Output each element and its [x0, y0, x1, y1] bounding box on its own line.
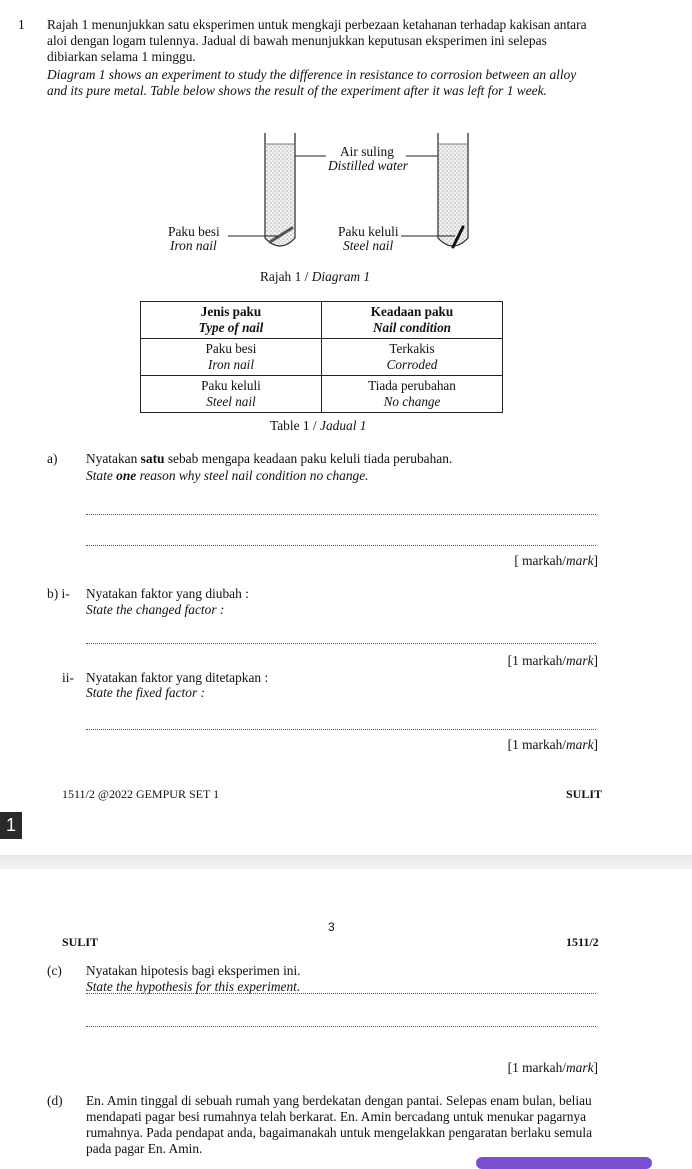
question-number: 1	[18, 17, 25, 32]
question-b2-marks: [1 markah/mark]	[507, 737, 598, 752]
answer-line[interactable]	[86, 729, 596, 730]
table-row	[141, 339, 503, 376]
results-table	[140, 301, 503, 413]
label-steel-nail-en: Steel nail	[343, 238, 394, 253]
question-b2-english: State the fixed factor :	[86, 685, 205, 700]
table-row	[141, 376, 503, 413]
question-a-label: a)	[47, 451, 58, 466]
table-header-cell: Keadaan paku Nail condition	[322, 302, 503, 339]
answer-line[interactable]	[86, 545, 596, 546]
page-footer-code: 1511/2 @2022 GEMPUR SET 1	[62, 787, 220, 801]
table-cell: Paku besi Iron nail	[141, 339, 322, 376]
table-cell: Paku keluli Steel nail	[141, 376, 322, 413]
intro-english: Diagram 1 shows an experiment to study the difference in resistance to corrosion between an alloy and its pure metal. Table below shows the result of the experiment after it was left for 1 week.	[47, 67, 577, 98]
question-c-marks: [1 markah/mark]	[507, 1060, 598, 1075]
answer-line[interactable]	[86, 514, 596, 515]
table-header-cell: Jenis paku Type of nail	[141, 302, 322, 339]
diagram-caption: Rajah 1 / Diagram 1	[260, 269, 371, 284]
answer-line[interactable]	[86, 643, 596, 644]
table-header-row	[141, 302, 503, 339]
answer-line[interactable]	[86, 1026, 596, 1027]
answer-line[interactable]	[86, 993, 596, 994]
page-indicator-badge[interactable]: 1	[0, 812, 22, 839]
page-header-code: 1511/2	[566, 935, 599, 949]
question-b1-marks: [1 markah/mark]	[507, 653, 598, 668]
question-c-malay: Nyatakan hipotesis bagi eksperimen ini.	[86, 963, 301, 978]
scroll-handle[interactable]	[476, 1157, 652, 1169]
question-d-label: (d)	[47, 1093, 63, 1108]
page-separator	[0, 855, 692, 869]
table-cell: Terkakis Corroded	[322, 339, 503, 376]
question-a-english: State one reason why steel nail condition no change.	[86, 468, 369, 483]
question-b2-label: ii-	[62, 670, 74, 685]
page-number: 3	[328, 920, 335, 934]
question-b2-malay: Nyatakan faktor yang ditetapkan :	[86, 670, 269, 685]
label-distilled-water-ms: Air suling	[340, 144, 394, 159]
question-c-english: State the hypothesis for this experiment.	[86, 979, 301, 994]
page-header-sulit: SULIT	[62, 935, 99, 949]
label-distilled-water-en: Distilled water	[328, 158, 408, 173]
question-b1-english: State the changed factor :	[86, 602, 225, 617]
page-footer-sulit: SULIT	[566, 787, 603, 801]
label-iron-nail-en: Iron nail	[170, 238, 217, 253]
table-caption: Table 1 / Jadual 1	[270, 418, 367, 433]
label-iron-nail-ms: Paku besi	[168, 224, 220, 239]
question-a-malay: Nyatakan satu sebab mengapa keadaan paku keluli tiada perubahan.	[86, 451, 453, 466]
question-d-text: En. Amin tinggal di sebuah rumah yang berdekatan dengan pantai. Selepas enam bulan, beliau mendapati pagar besi rumahnya telah berkarat. En. Amin bercadang untuk menukar pagarnya rumahnya. Pada pendapat anda, bagaimanakah untuk mengelakkan pengaratan berlaku semula pada pagar En. Amin.	[86, 1093, 593, 1156]
label-steel-nail-ms: Paku keluli	[338, 224, 399, 239]
question-c-label: (c)	[47, 963, 62, 978]
question-b1-label: b) i-	[47, 586, 70, 601]
question-b1-malay: Nyatakan faktor yang diubah :	[86, 586, 249, 601]
intro-malay: Rajah 1 menunjukkan satu eksperimen untuk mengkaji perbezaan ketahanan terhadap kakisan antara aloi dengan logam tulennya. Jadual di bawah menunjukkan keputusan eksperimen ini selepas dibiarkan selama 1 minggu.	[47, 17, 587, 64]
question-a-marks: [ markah/mark]	[514, 553, 598, 568]
table-cell: Tiada perubahan No change	[322, 376, 503, 413]
